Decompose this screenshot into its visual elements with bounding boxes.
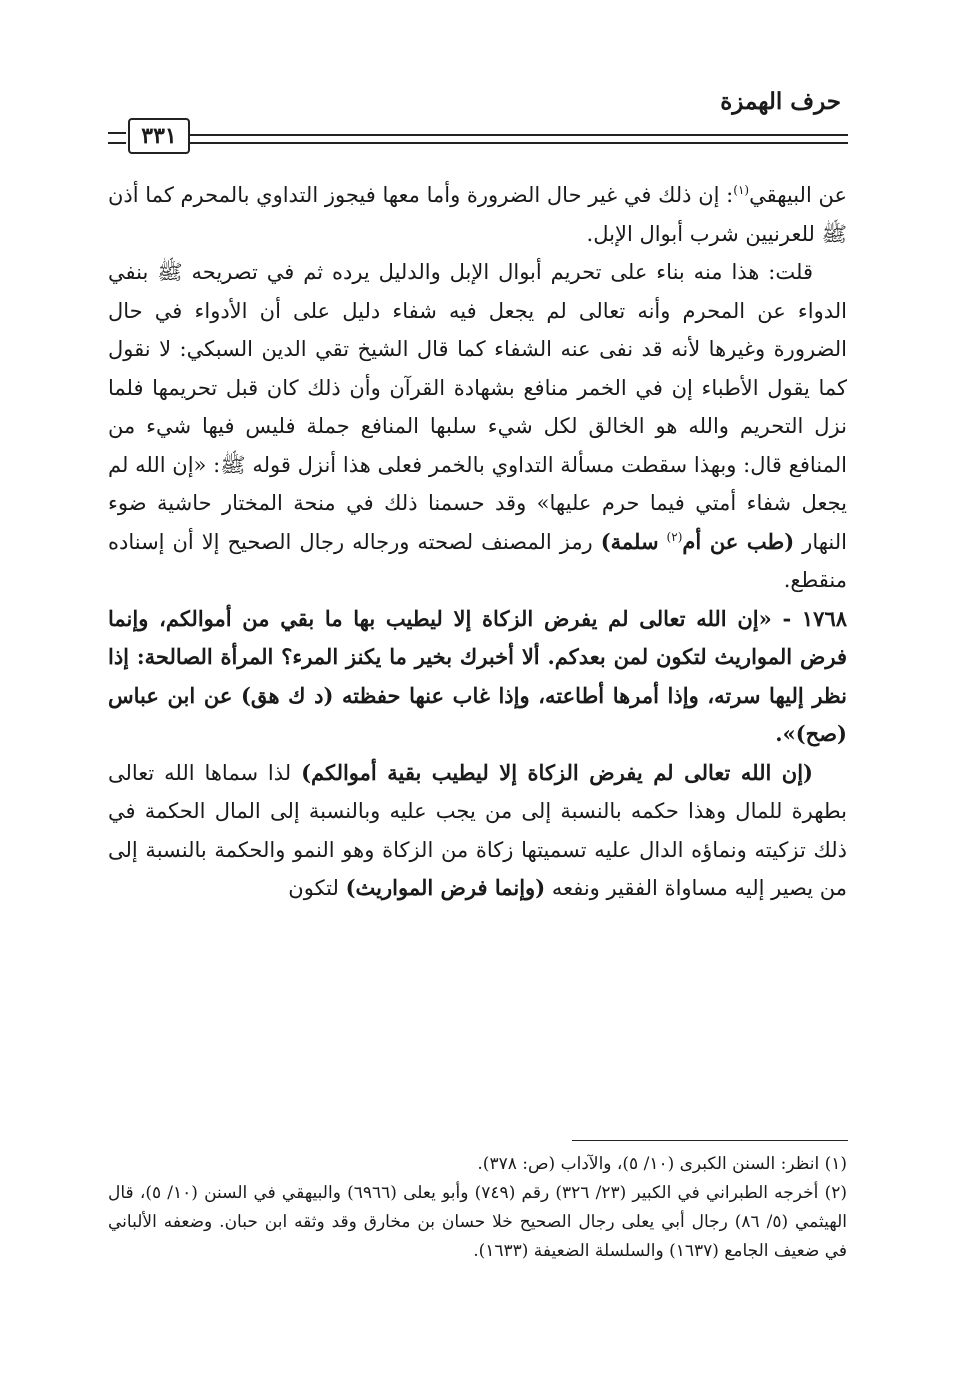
footnote-ref-1[interactable]: (١) xyxy=(733,183,750,197)
footnote-separator xyxy=(572,1140,848,1141)
quoted-phrase-1: (إن الله تعالى لم يفرض الزكاة إلا ليطيب بقية أموالكم) xyxy=(301,759,813,785)
hadith-text: «إن الله تعالى لم يفرض الزكاة إلا ليطيب بها ما بقي من أموالكم، وإنما فرض المواريث لتكون لمن بعدكم. ألا أخبرك بخير ما يكنز المرء؟ المرأة الصالحة: إذا نظر إليها سرته، وإذا أمرها أطاعته، وإذا غاب عنها حفظته (د ك هق) عن ابن عباس (صح)». xyxy=(108,605,847,746)
main-text xyxy=(108,176,847,908)
paragraph-1 xyxy=(108,176,847,253)
header-rule xyxy=(108,118,848,158)
footnote-ref-2[interactable]: (٢) xyxy=(666,529,683,544)
paragraph-1-rest: : إن ذلك في غير حال الضرورة وأما معها فيجوز التداوي بالمحرم كما أذن ﷺ للعرنيين شرب أبوال الإبل. xyxy=(108,183,847,246)
source-code-a: (طب عن أم xyxy=(682,528,795,554)
hadith-1768 xyxy=(108,600,847,754)
paragraph-2-text: قلت: هذا منه بناء على تحريم أبوال الإبل والدليل يرده ثم في تصريحه ﷺ بنفي الدواء عن المحرم وأنه تعالى لم يجعل فيه شفاء دليل على أن الأدواء في حال الضرورة وغيرها لأنه قد نفى عنه الشفاء كما قال الشيخ تقي الدين السبكي: لا نقول كما يقول الأطباء إن في الخمر منافع بشهادة القرآن وأن ذلك كان قبل تحريمها فلما نزل التحريم والله هو الخالق لكل شيء سلبها المنافع جملة فليس فيها شيء من المنافع قال: وبهذا سقطت مسألة التداوي بالخمر فعلى هذا أنزل قوله ﷺ: «إن الله لم يجعل شفاء أمتي فيما حرم عليها» وقد حسمنا ذلك في منحة المختار حاشية ضوء النهار xyxy=(108,260,847,554)
paragraph-4 xyxy=(108,754,847,908)
source-code-b: سلمة) xyxy=(600,528,659,554)
footnotes xyxy=(108,1150,847,1266)
footnote-2: (٢) أخرجه الطبراني في الكبير (٢٣/ ٣٢٦) رقم (٧٤٩) وأبو يعلى (٦٩٦٦) والبيهقي في السنن (١٠/ ٥)، قال الهيثمي (٥/ ٨٦) رجال أبي يعلى رجال الصحيح خلا حسان بن مخارق وقد وثقه ابن حبان. وضعفه الألباني في ضعيف الجامع (١٦٣٧) والسلسلة الضعيفة (١٦٣٣). xyxy=(108,1183,848,1261)
quoted-phrase-2: (وإنما فرض المواريث) xyxy=(345,875,546,900)
page-number: ٣٣١ xyxy=(128,118,190,154)
header-double-rule xyxy=(190,134,848,144)
paragraph-2 xyxy=(108,253,847,600)
footnote-1: (١) انظر: السنن الكبرى (١٠/ ٥)، والآداب (ص: ٣٧٨). xyxy=(477,1154,847,1174)
paragraph-1-start: عن البيهقي xyxy=(749,183,847,207)
running-head: حرف الهمزة xyxy=(720,88,841,115)
paragraph-4-end: لتكون xyxy=(288,876,339,900)
paragraph-2-end: رمز المصنف لصحته ورجاله رجال الصحيح إلا أن إسناده منقطع. xyxy=(108,529,847,592)
paragraph-4-text: لذا سماها الله تعالى بطهرة للمال وهذا حكمه بالنسبة إلى من يجب عليه وبالنسبة إلى المال الحكمة في ذلك تزكيته ونماؤه الدال عليه تسميتها زكاة من الزكاة وهو النمو والحكمة بالنسبة إلى من يصير إليه مساواة الفقير ونفعه xyxy=(108,760,847,900)
header-rule-left-ornament xyxy=(108,132,126,144)
hadith-number: ١٧٦٨ - xyxy=(782,605,848,631)
